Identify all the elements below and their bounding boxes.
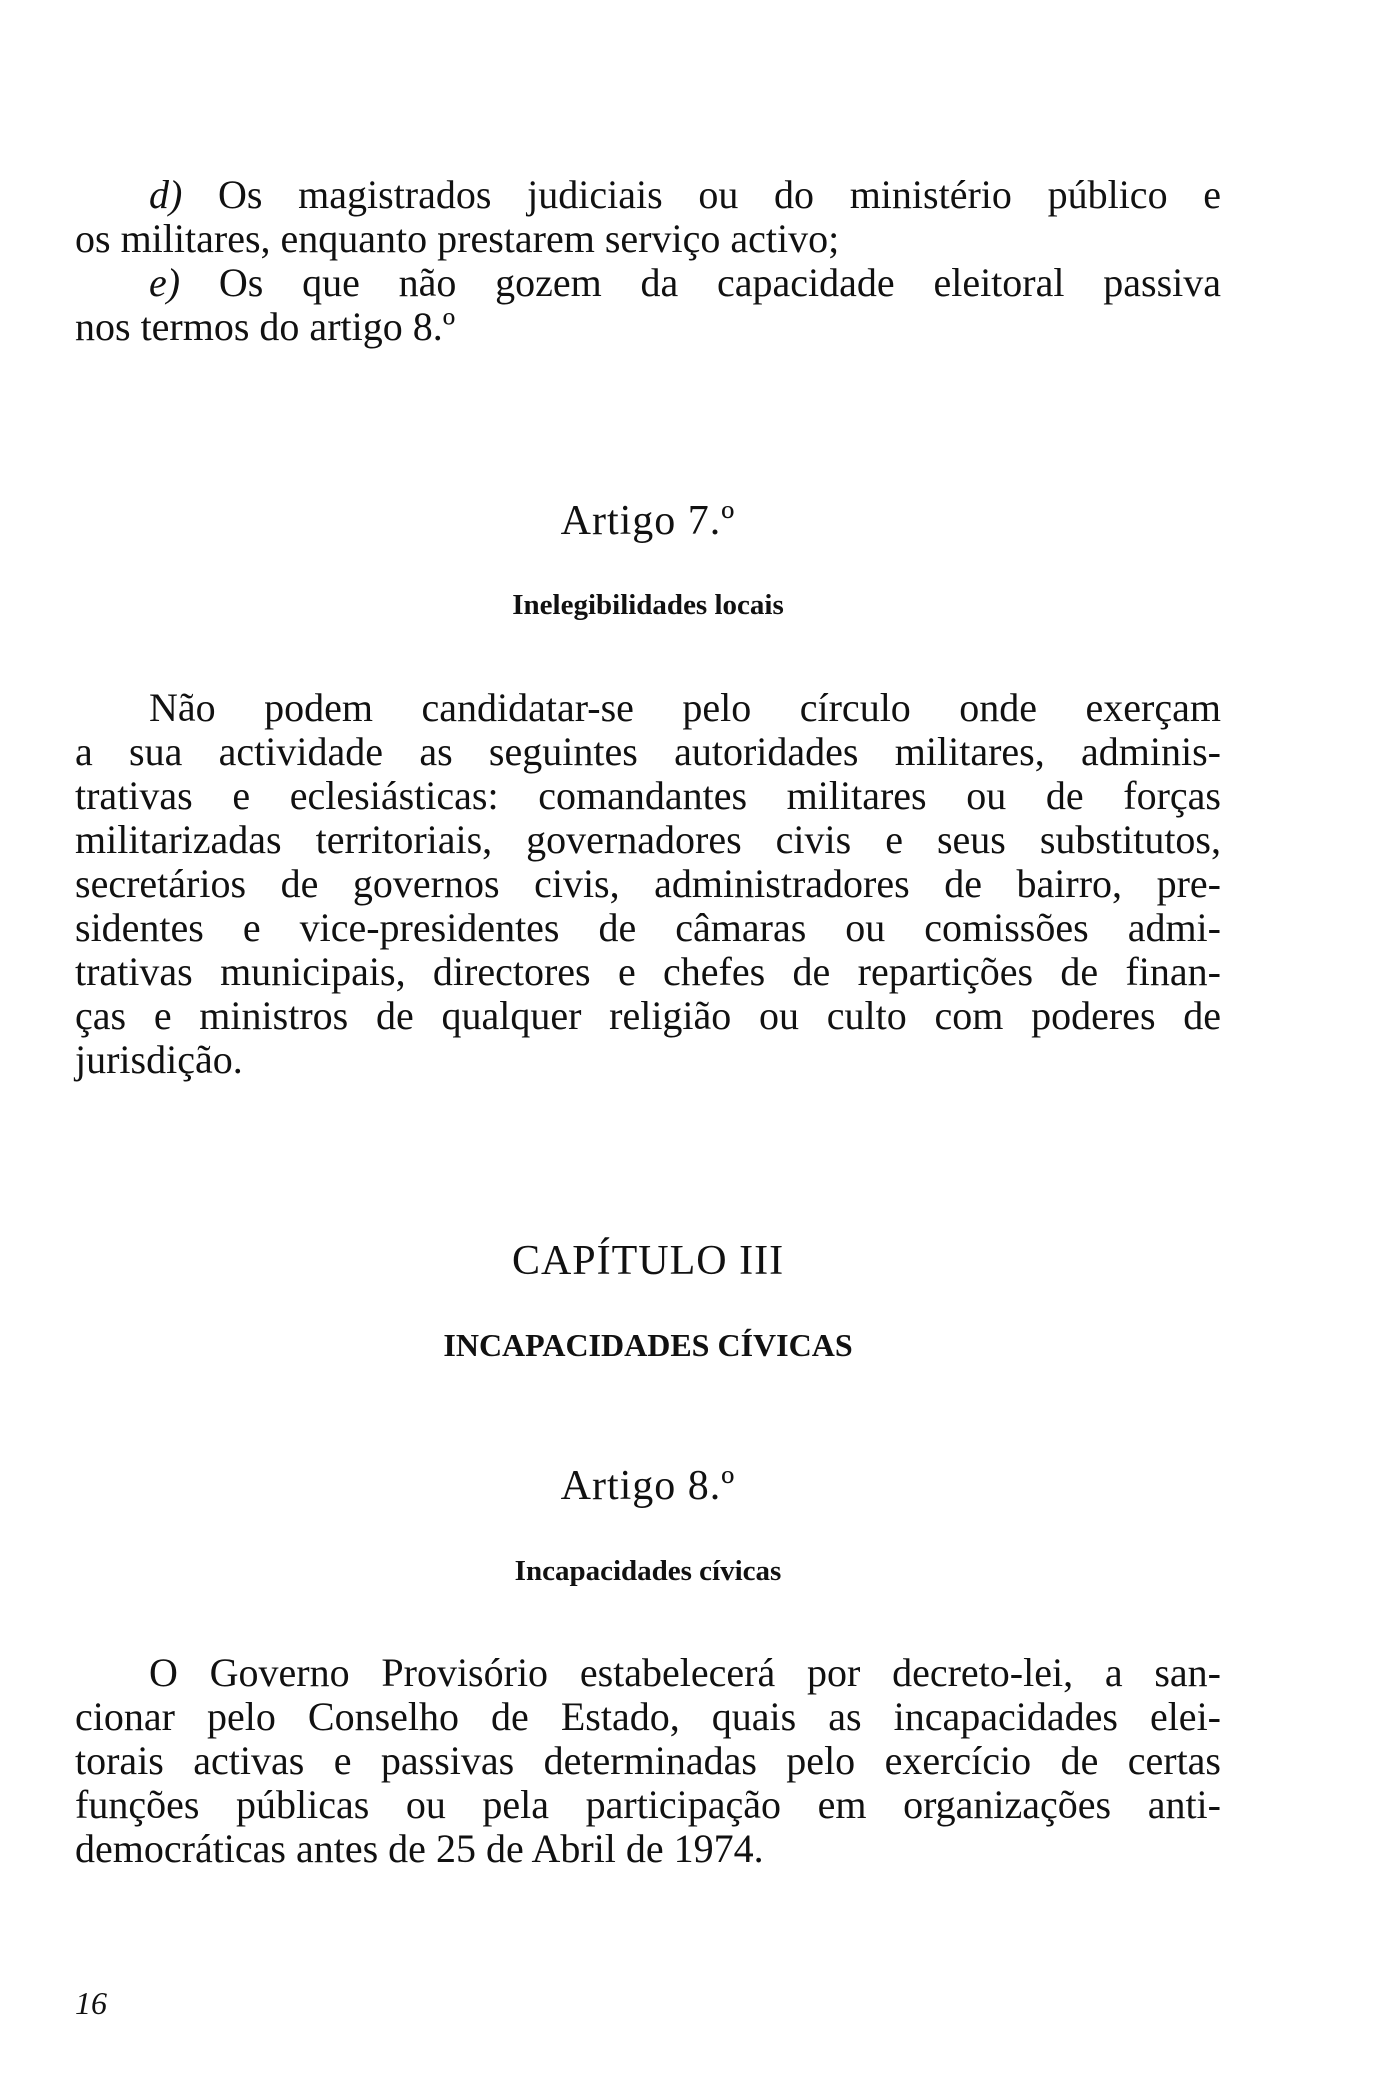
document-page [75, 0, 1221, 2096]
article-7-line: ças e ministros de qualquer religião ou culto com poderes de [75, 993, 1221, 1038]
article-8-title: Artigo 8.º [560, 1463, 736, 1509]
item-e-line-1 [75, 261, 1221, 305]
article-8-line: torais activas e passivas determinadas pelo exercício de certas [75, 1738, 1221, 1783]
article-8-subtitle: Incapacidades cívicas [514, 1555, 782, 1587]
article-8-line: democráticas antes de 25 de Abril de 1974. [75, 1826, 764, 1871]
article-7-line: secretários de governos civis, administradores de bairro, pre- [75, 861, 1221, 906]
article-8-line: O Governo Provisório estabelecerá por decreto-lei, a san- [149, 1650, 1221, 1695]
article-7-line: sidentes e vice-presidentes de câmaras ou comissões admi- [75, 905, 1221, 950]
item-d-paragraph [75, 173, 1221, 261]
item-d-text-1: Os magistrados judiciais ou do ministério público e [218, 172, 1221, 217]
article-8-body [75, 1651, 1221, 1871]
article-7-line: trativas e eclesiásticas: comandantes militares ou de forças [75, 773, 1221, 818]
article-7-line: militarizadas territoriais, governadores civis e seus substitutos, [75, 817, 1221, 862]
article-7-line: jurisdição. [75, 1037, 243, 1082]
article-7-body [75, 686, 1221, 1082]
article-8-line: funções públicas ou pela participação em organizações anti- [75, 1782, 1221, 1827]
item-d-line-2: os militares, enquanto prestarem serviço activo; [75, 216, 840, 261]
article-7-line: Não podem candidatar-se pelo círculo onde exerçam [149, 685, 1221, 730]
article-7-line: trativas municipais, directores e chefes de repartições de finan- [75, 949, 1221, 994]
item-d-line-1 [75, 173, 1221, 217]
item-e-letter: e) [149, 260, 181, 305]
item-e-paragraph [75, 261, 1221, 349]
item-d-letter: d) [149, 172, 183, 217]
item-e-line-2: nos termos do artigo 8.º [75, 304, 456, 349]
page-number: 16 [75, 1985, 107, 2021]
article-7-title: Artigo 7.º [560, 498, 736, 544]
article-7-subtitle: Inelegibilidades locais [512, 589, 784, 621]
chapter-3-title: CAPÍTULO III [511, 1238, 785, 1284]
item-e-text-1: Os que não gozem da capacidade eleitoral passiva [218, 260, 1222, 305]
chapter-3-subtitle: INCAPACIDADES CÍVICAS [443, 1327, 853, 1363]
article-8-line: cionar pelo Conselho de Estado, quais as incapacidades elei- [75, 1694, 1221, 1739]
article-7-line: a sua actividade as seguintes autoridades militares, adminis- [75, 729, 1221, 774]
